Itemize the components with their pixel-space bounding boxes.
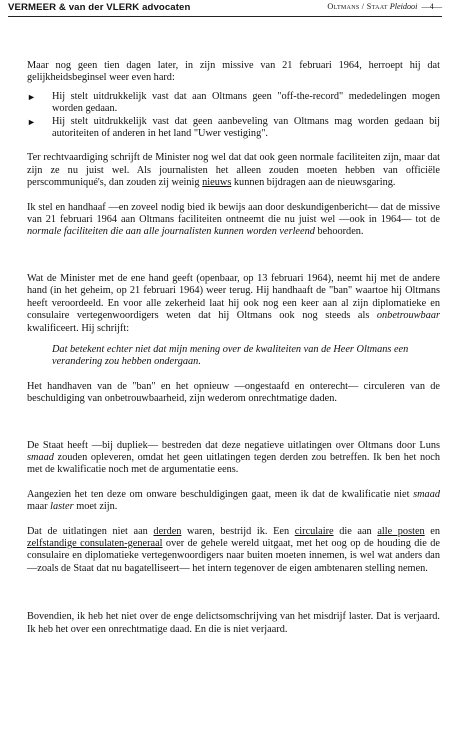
emphasis: normale faciliteiten die aan alle journalisten kunnen worden verleend xyxy=(27,226,315,238)
paragraph-4: Wat de Minister met de ene hand geeft (openbaar, op 13 februari 1964), neemt hij met de andere hand (in het geheim, op 21 februari 1964) weer terug. Hij handhaaft de "ban" waartoe hij Oltmans heeft veroordeeld. En voor alle zekerheid laat hij ook nog een keer aan al zijn diplomatieke en consulaire vertegenwoordigers weten dat hij Oltmans ook nog steeds als onbetrouwbaar kwalificeert. Hij schrijft: xyxy=(27,272,440,334)
underlined-term: zelfstandige consulaten-generaal xyxy=(27,537,163,549)
paragraph-7: Aangezien het ten deze om onware beschuldigingen gaat, meen ik dat de kwalificatie niet smaad maar laster moet zijn. xyxy=(27,488,440,513)
underlined-term: derden xyxy=(153,525,182,537)
document-reference xyxy=(327,2,442,11)
page-number: —4— xyxy=(421,2,442,11)
firm-name: VERMEER & van der VLERK advocaten xyxy=(8,2,191,13)
document-body xyxy=(27,60,440,636)
case-name: Oltmans / Staat xyxy=(327,2,388,11)
paragraph-3: Ik stel en handhaaf —en zoveel nodig bied ik bewijs aan door deskundigenbericht— dat de missive van 21 februari 1964 aan Oltmans faciliteiten ontneemt die nu juist wel —ook in 1964— tot de normale faciliteiten die aan alle journalisten kunnen worden verleend behoorden. xyxy=(27,201,440,238)
underlined-term: nieuws xyxy=(202,177,232,189)
document-type: Pleidooi xyxy=(389,2,418,11)
underlined-term: circulaire xyxy=(294,525,334,537)
bullet-text: Hij stelt uitdrukkelijk vast dat geen aanbeveling van Oltmans mag worden gedaan bij autoriteiten of anderen in het land "Uwer vestiging". xyxy=(52,115,440,140)
bullet-list xyxy=(27,91,440,141)
paragraph-8: Dat de uitlatingen niet aan derden waren, bestrijd ik. Een circulaire die aan alle posten en zelfstandige consulaten-generaal over de gehele wereld uitgaat, met het oog op de houding die de consulaire en diplomatieke vertegenwoordigers naar buiten moeten innemen, is wel wat anders dan —zoals de Staat dat nu bagatelliseert— het intern tegenover de eigen ambtenaren stelling nemen. xyxy=(27,525,441,574)
header-rule xyxy=(8,16,442,17)
paragraph-2: Ter rechtvaardiging schrijft de Minister nog wel dat dat ook geen normale faciliteiten zijn, maar dat zijn ze nu juist wel. Als journalisten het alleen zouden moeten hebben van officiële perscommuniqué's, dan zouden zij weinig nieuws kunnen bijdragen aan de nieuwsgaring. xyxy=(27,152,440,189)
emphasis: onbetrouwbaar xyxy=(376,310,440,322)
emphasis: smaad xyxy=(413,488,440,500)
paragraph-1: Maar nog geen tien dagen later, in zijn missive van 21 februari 1964, herroept hij dat gelijkheidsbeginsel weer even hard: xyxy=(27,60,440,84)
bullet-marker-icon: ► xyxy=(27,91,36,102)
emphasis: smaad xyxy=(27,451,54,463)
bullet-item xyxy=(27,116,440,141)
paragraph-6: De Staat heeft —bij dupliek— bestreden dat deze negatieve uitlatingen over Oltmans door Luns smaad zouden opleveren, omdat het geen uitlatingen tegen derden zou betreffen. Ik ben het noch met de kwalificatie noch met de argumentatie eens. xyxy=(27,439,440,476)
paragraph-5: Het handhaven van de "ban" en het opnieuw —ongestaafd en onterecht— circuleren van de beschuldiging van onbetrouwbaarheid, zijn wederom onrechtmatige daden. xyxy=(27,380,440,405)
page-header xyxy=(8,2,442,14)
block-quote: Dat betekent echter niet dat mijn mening over de kwaliteiten van de Heer Oltmans een verandering zou hebben ondergaan. xyxy=(52,343,409,368)
bullet-marker-icon: ► xyxy=(27,116,36,127)
bullet-text: Hij stelt uitdrukkelijk vast dat aan Oltmans geen "off-the-record" mededelingen mogen worden gedaan. xyxy=(52,90,440,115)
emphasis: laster xyxy=(50,501,74,513)
bullet-item xyxy=(27,91,440,116)
underlined-term: alle posten xyxy=(377,525,425,537)
paragraph-9: Bovendien, ik heb het niet over de enge delictsomschrijving van het misdrijf laster. Dat is verjaard. Ik heb het over een onrechtmatige daad. En die is niet verjaard. xyxy=(27,611,440,635)
